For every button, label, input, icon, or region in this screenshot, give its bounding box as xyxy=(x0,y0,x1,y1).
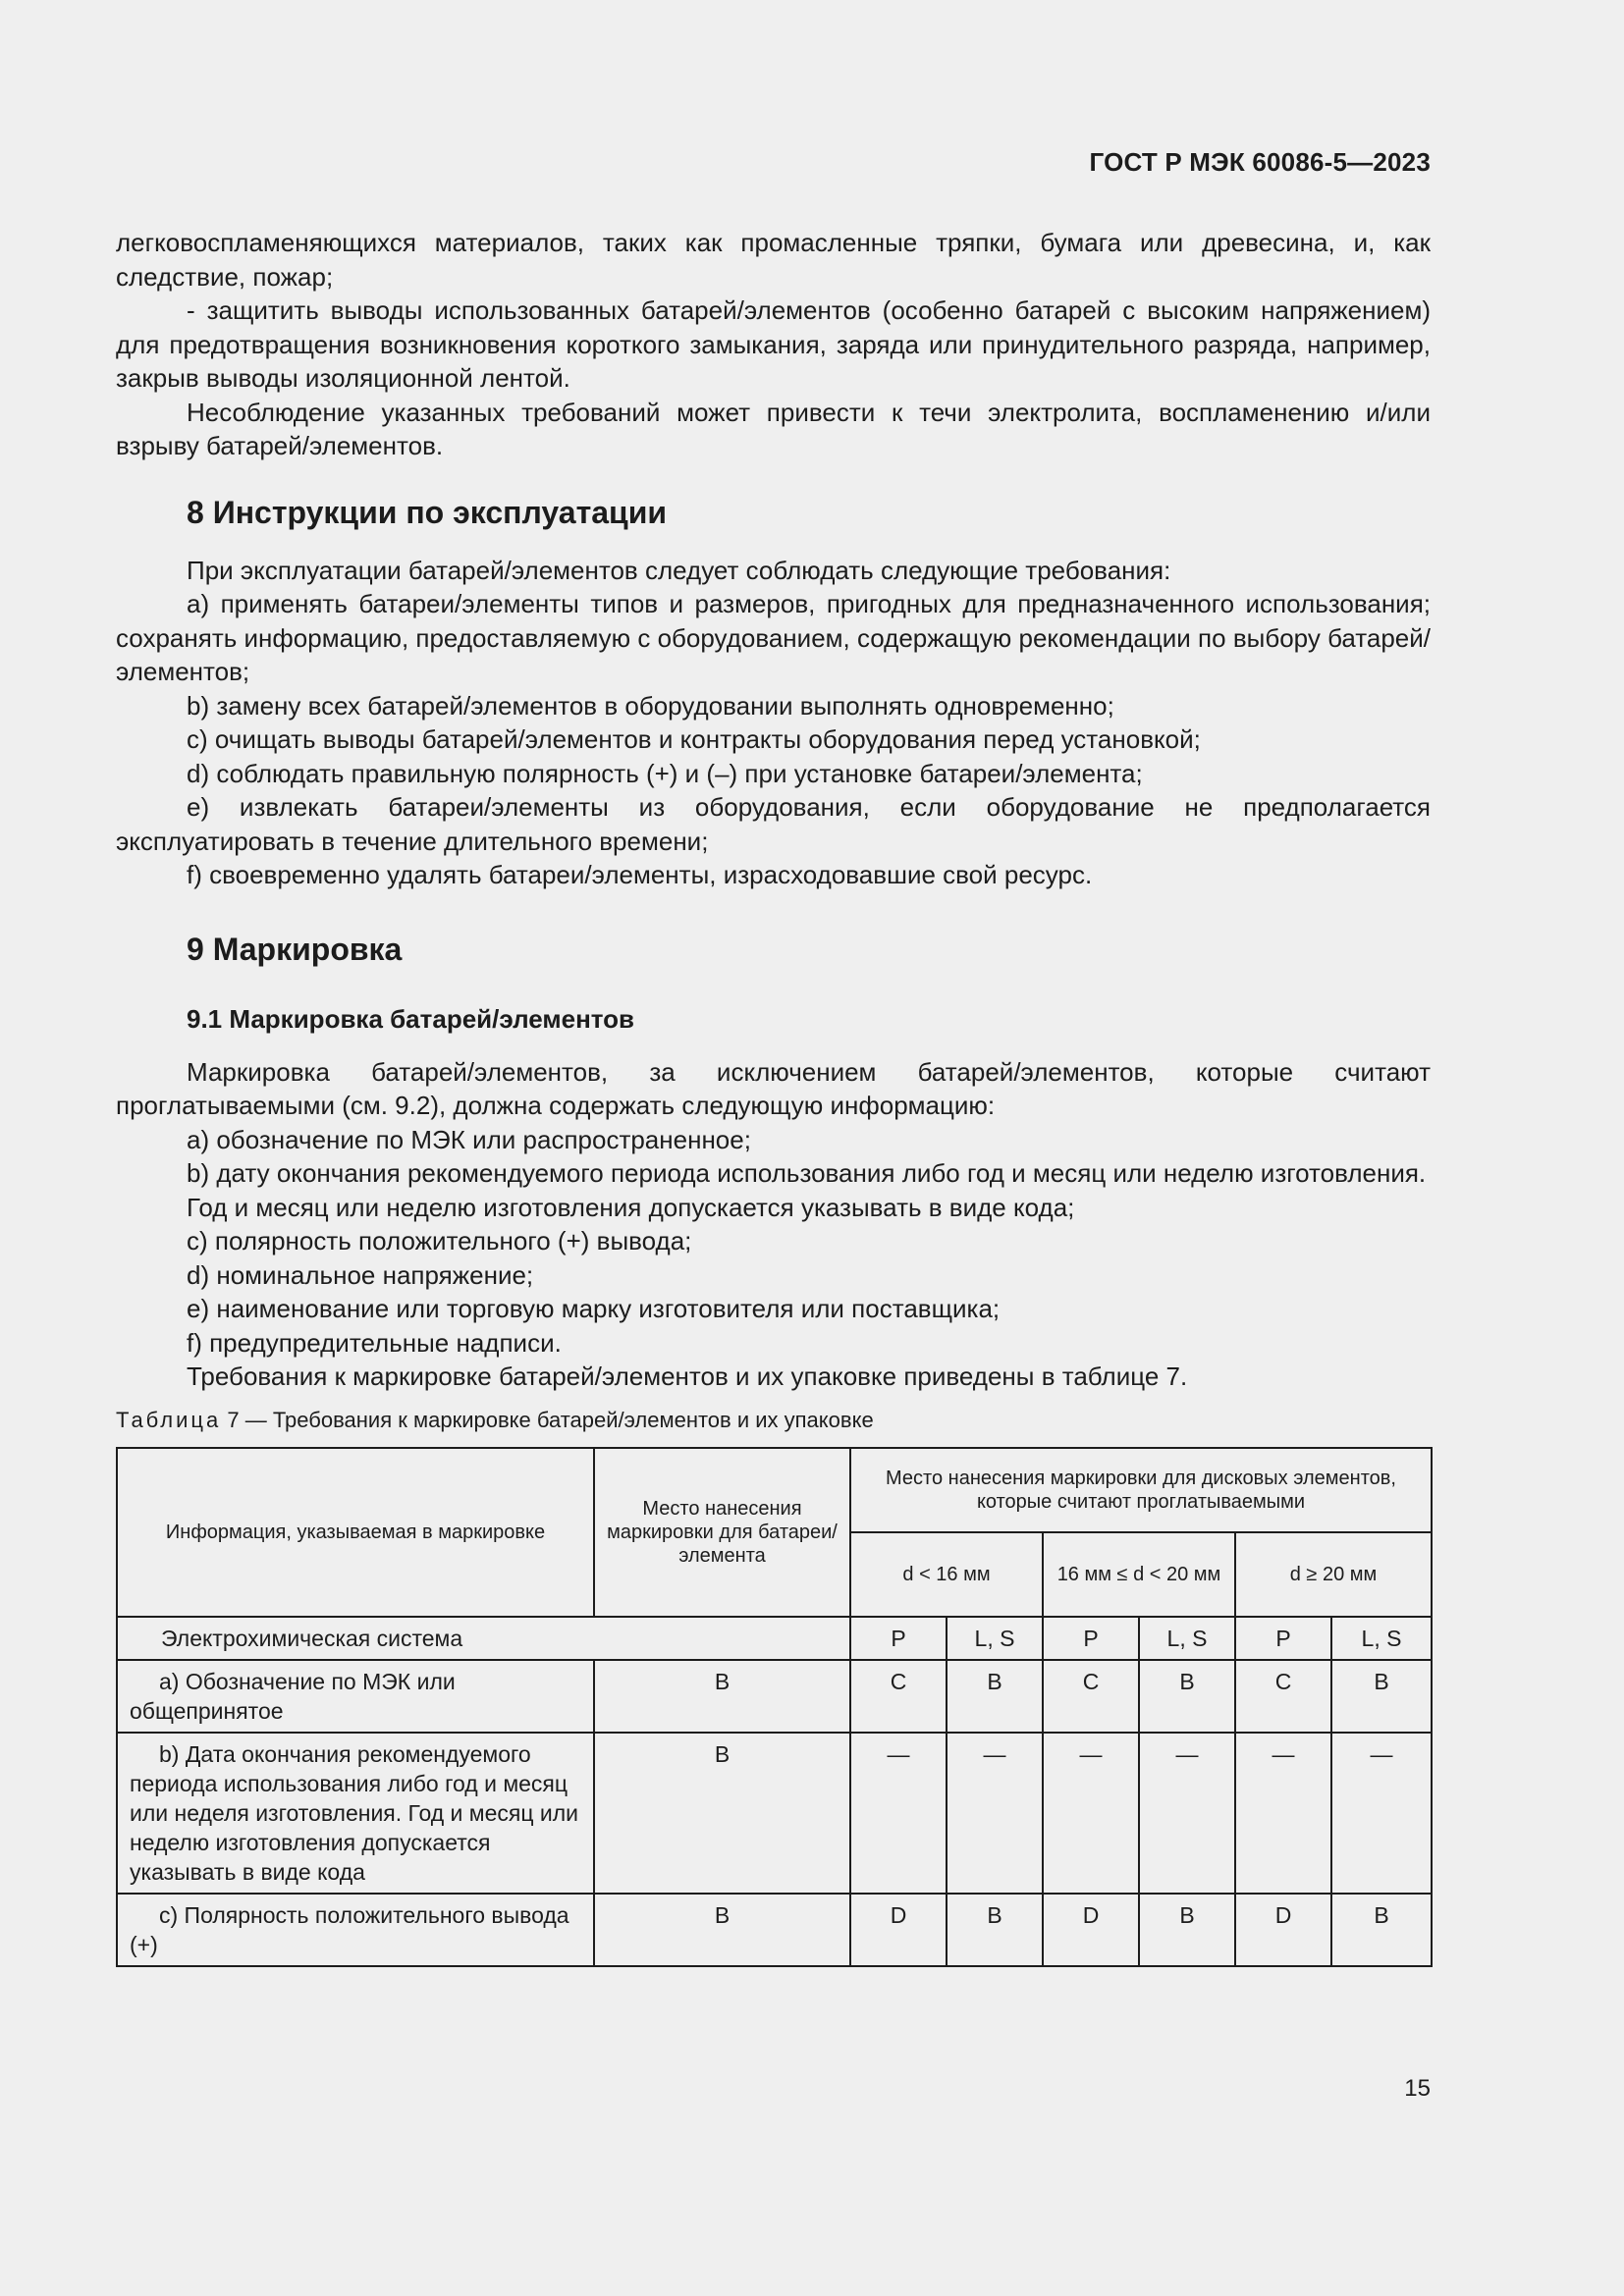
row-value: B xyxy=(1139,1894,1235,1966)
section-8-item-f: f) своевременно удалять батареи/элементы, израсходовавшие свой ресурс. xyxy=(187,860,1093,889)
row-label: c) Полярность положительного вывода (+) xyxy=(117,1894,594,1966)
row-place: B xyxy=(594,1660,850,1733)
row-value: — xyxy=(1331,1733,1432,1894)
page-number: 15 xyxy=(1404,2075,1431,2102)
table-caption-label: Таблица xyxy=(116,1407,222,1432)
section-8-title: 8 Инструкции по эксплуатации xyxy=(187,494,668,530)
section-9-item-f: f) предупредительные надписи. xyxy=(187,1327,562,1358)
section-8-item-a: a) применять батареи/элементы типов и размеров, пригодных для предназначенного использования; сохранять информацию, предоставляемую с оборудованием, содержащую рекомендации по выбору батарей/элементов; xyxy=(116,589,1431,686)
row-value: B xyxy=(947,1660,1043,1733)
section-8-item-b: b) замену всех батарей/элементов в оборудовании выполнять одновременно; xyxy=(187,690,1114,721)
intro-paragraph-3: Несоблюдение указанных требований может привести к течи электролита, воспламенению и/или взрыву батарей/элементов. xyxy=(116,397,1431,460)
header-d-lt-16: d < 16 мм xyxy=(850,1532,1043,1617)
header-place-disc: Место нанесения маркировки для дисковых элементов, которые считают проглатываемыми xyxy=(850,1448,1432,1532)
chem-cell: L, S xyxy=(1139,1617,1235,1660)
table-caption-text: 7 — Требования к маркировке батарей/элементов и их упаковке xyxy=(221,1407,874,1432)
header-info: Информация, указываемая в маркировке xyxy=(117,1448,594,1617)
row-value: B xyxy=(1331,1894,1432,1966)
chem-cell: P xyxy=(1235,1617,1331,1660)
row-value: — xyxy=(850,1733,947,1894)
row-value: B xyxy=(1331,1660,1432,1733)
chem-cell: L, S xyxy=(1331,1617,1432,1660)
header-place-battery: Место нанесения маркировки для батареи/элемента xyxy=(594,1448,850,1617)
table-row xyxy=(117,1733,1432,1894)
table-row xyxy=(117,1894,1432,1966)
row-chem-label: Электрохимическая система xyxy=(117,1617,850,1660)
header-d-ge-20: d ≥ 20 мм xyxy=(1235,1532,1432,1617)
row-place: B xyxy=(594,1894,850,1966)
row-value: — xyxy=(1139,1733,1235,1894)
row-label: b) Дата окончания рекомендуемого периода использования либо год и месяц или неделя изготовления. Год и месяц или неделю изготовления допускается указывать в виде кода xyxy=(117,1733,594,1894)
section-9-item-d: d) номинальное напряжение; xyxy=(187,1259,534,1290)
row-value: — xyxy=(1043,1733,1139,1894)
standard-header: ГОСТ Р МЭК 60086-5—2023 xyxy=(1089,147,1431,177)
section-8-item-c: c) очищать выводы батарей/элементов и контракты оборудования перед установкой; xyxy=(187,724,1201,754)
section-9-table-ref: Требования к маркировке батарей/элементов и их упаковке приведены в таблице 7. xyxy=(187,1362,1188,1391)
row-label: a) Обозначение по МЭК или общепринятое xyxy=(117,1660,594,1733)
section-8-item-e: e) извлекать батареи/элементы из оборудования, если оборудование не предполагается эксплуатировать в течение длительного времени; xyxy=(116,792,1431,856)
row-value: D xyxy=(850,1894,947,1966)
section-9-item-e: e) наименование или торговую марку изготовителя или поставщика; xyxy=(187,1294,1001,1323)
section-9-item-b: b) дату окончания рекомендуемого периода использования либо год и месяц или неделю изготовления. xyxy=(187,1158,1427,1188)
intro-paragraph-2: - защитить выводы использованных батарей/элементов (особенно батарей с высоким напряжением) для предотвращения возникновения короткого замыкания, заряда или принудительного разряда, например, закрыв выводы изоляционной лентой. xyxy=(116,295,1431,393)
row-value: D xyxy=(1043,1894,1139,1966)
row-value: — xyxy=(947,1733,1043,1894)
section-9-item-a: a) обозначение по МЭК или распространенное; xyxy=(187,1124,751,1154)
header-d-16-20: 16 мм ≤ d < 20 мм xyxy=(1043,1532,1235,1617)
section-9-item-c: c) полярность положительного (+) вывода; xyxy=(187,1226,692,1255)
chem-cell: P xyxy=(1043,1617,1139,1660)
row-value: C xyxy=(1235,1660,1331,1733)
table-7-caption xyxy=(116,1406,1431,1435)
row-value: C xyxy=(1043,1660,1139,1733)
row-place: B xyxy=(594,1733,850,1894)
table-row xyxy=(117,1660,1432,1733)
subsection-9-1-title: 9.1 Маркировка батарей/элементов xyxy=(187,1003,635,1034)
row-value: D xyxy=(1235,1894,1331,1966)
section-9-code-note: Год и месяц или неделю изготовления допускается указывать в виде кода; xyxy=(187,1192,1075,1222)
section-8-lead: При эксплуатации батарей/элементов следует соблюдать следующие требования: xyxy=(187,555,1171,585)
document-body xyxy=(116,226,1431,1967)
row-value: C xyxy=(850,1660,947,1733)
chem-cell: L, S xyxy=(947,1617,1043,1660)
row-value: B xyxy=(947,1894,1043,1966)
section-9-title: 9 Маркировка xyxy=(187,931,403,967)
intro-paragraph-1: легковоспламеняющихся материалов, таких как промасленные тряпки, бумага или древесина, и, как следствие, пожар; xyxy=(116,228,1431,292)
section-9-lead: Маркировка батарей/элементов, за исключением батарей/элементов, которые считают проглатываемыми (см. 9.2), должна содержать следующую информацию: xyxy=(116,1056,1431,1120)
row-value: — xyxy=(1235,1733,1331,1894)
chem-cell: P xyxy=(850,1617,947,1660)
row-value: B xyxy=(1139,1660,1235,1733)
section-8-item-d: d) соблюдать правильную полярность (+) и (–) при установке батареи/элемента; xyxy=(187,758,1143,788)
table-7 xyxy=(116,1447,1433,1967)
